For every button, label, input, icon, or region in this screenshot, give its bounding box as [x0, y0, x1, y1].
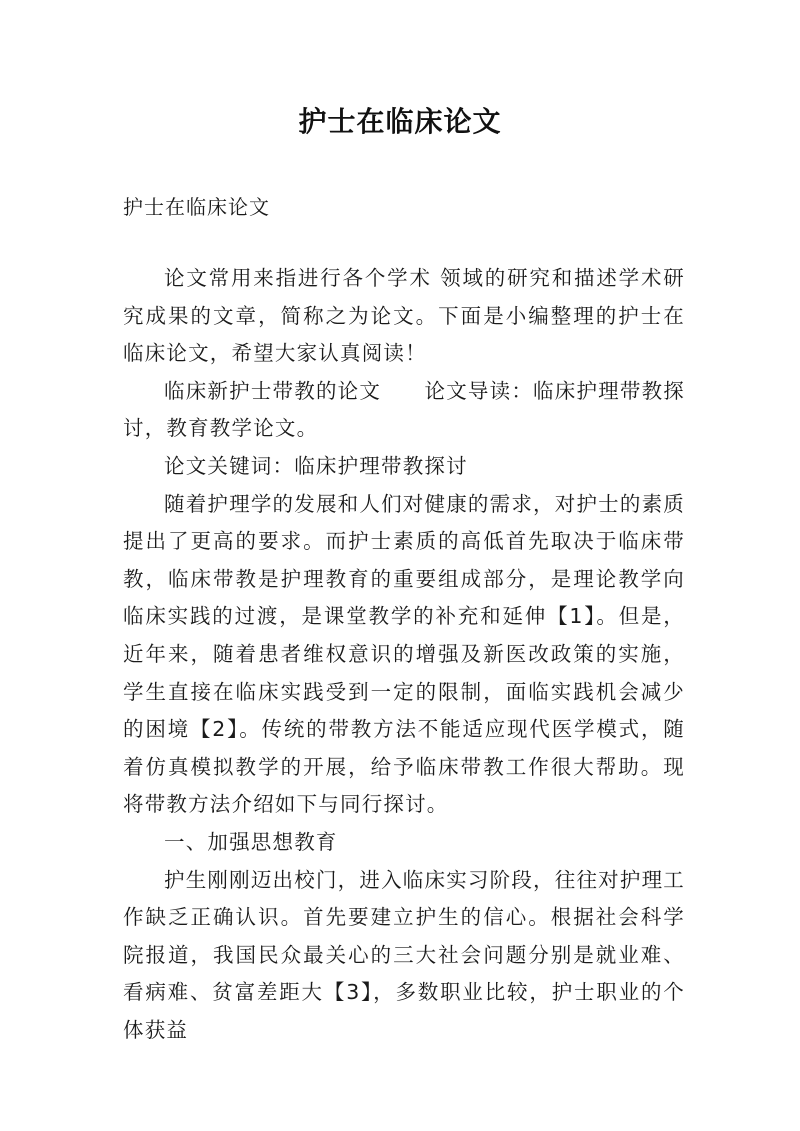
document-body — [123, 260, 685, 1049]
paragraph-intro: 论文常用来指进行各个学术 领域的研究和描述学术研究成果的文章，简称之为论文。下面是小编整理的护士在临床论文，希望大家认真阅读！ — [123, 266, 685, 366]
paragraph-keywords: 论文关键词：临床护理带教探讨 — [164, 453, 468, 478]
paragraph-guide: 临床新护士带教的论文 论文导读：临床护理带教探讨，教育教学论文。 — [123, 378, 685, 441]
document-title: 护士在临床论文 — [298, 105, 502, 138]
paragraph-section-1: 护生刚刚迈出校门，进入临床实习阶段，往往对护理工作缺乏正确认识。首先要建立护生的信心。根据社会科学院报道，我国民众最关心的三大社会问题分别是就业难、看病难、贫富差距大【3】，多数职业比较，护士职业的个体获益 — [123, 867, 685, 1042]
section-heading-1: 一、加强思想教育 — [164, 829, 338, 854]
paragraph-background: 随着护理学的发展和人们对健康的需求，对护士的素质提出了更高的要求。而护士素质的高低首先取决于临床带教，临床带教是护理教育的重要组成部分，是理论教学向临床实践的过渡，是课堂教学的补充和延伸【1】。但是，近年来，随着患者维权意识的增强及新医改政策的实施，学生直接在临床实践受到一定的限制，面临实践机会减少的困境【2】。传统的带教方法不能适应现代医学模式，随着仿真模拟教学的开展，给予临床带教工作很大帮助。现将带教方法介绍如下与同行探讨。 — [123, 491, 685, 817]
document-subtitle: 护士在临床论文 — [123, 195, 270, 219]
